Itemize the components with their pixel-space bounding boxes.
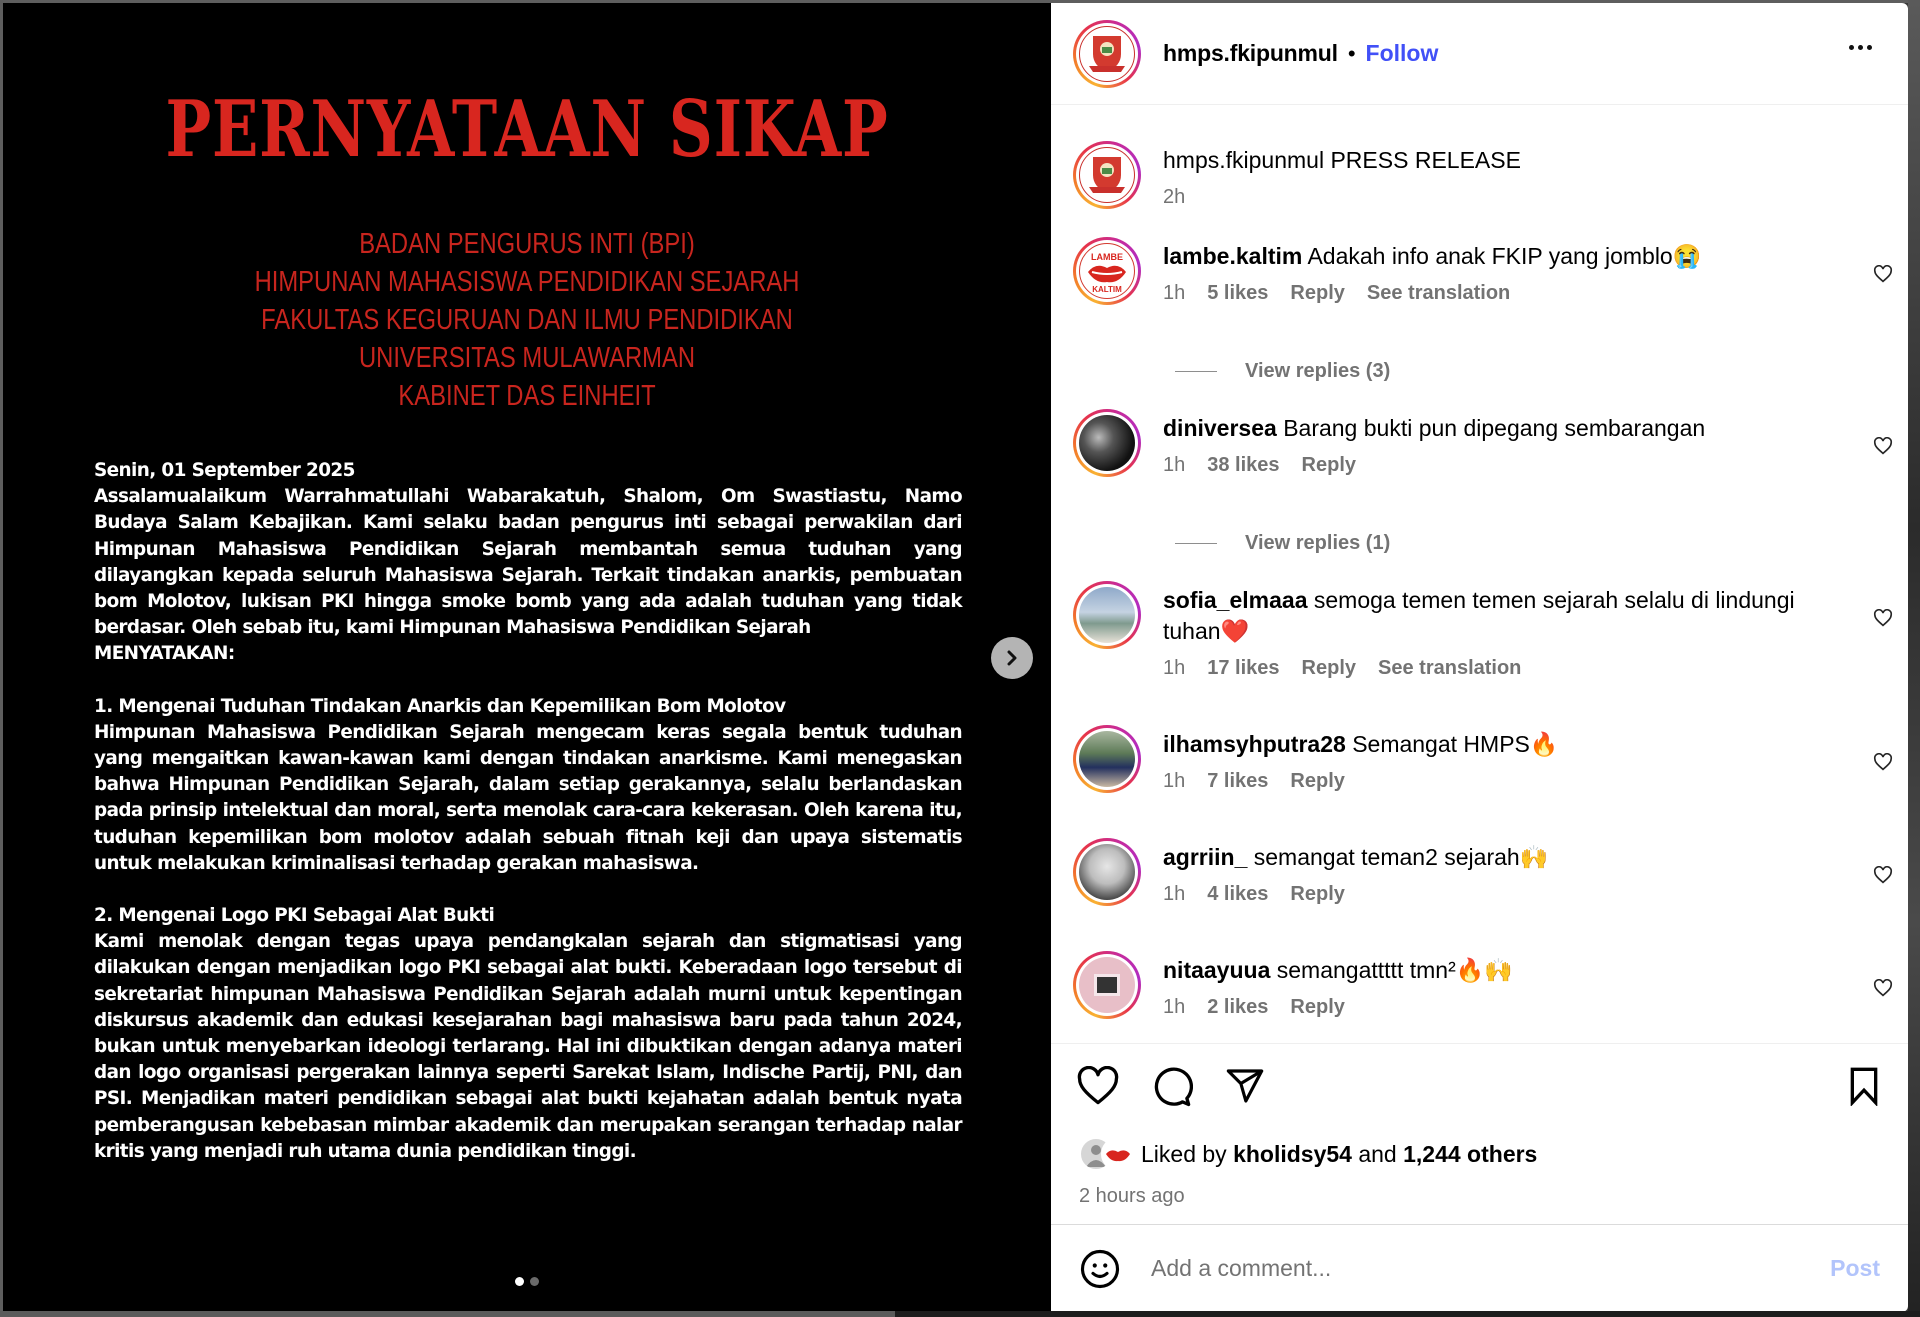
hmps-logo-icon — [1087, 153, 1127, 197]
subtitle-line: UNIVERSITAS MULAWARMAN — [358, 342, 696, 374]
liker-avatar — [1101, 1137, 1135, 1171]
comment-time: 1h — [1163, 996, 1186, 1018]
comment-text: semangat teman2 sejarah🙌 — [1253, 844, 1549, 870]
point-heading: 1. Mengenai Tuduhan Tindakan Anarkis dan Kepemilikan Bom Molotov — [94, 695, 786, 717]
post-caption — [1073, 141, 1521, 209]
liked-by-user[interactable]: kholidsy54 — [1233, 1140, 1352, 1167]
caption-avatar[interactable] — [1073, 141, 1141, 209]
reply-button[interactable]: Reply — [1290, 770, 1345, 792]
more-options-button[interactable] — [1845, 41, 1876, 54]
statement-title: PERNYATAAN SIKAP — [165, 84, 889, 175]
comment-avatar[interactable] — [1073, 838, 1141, 906]
add-comment-bar — [1051, 1224, 1908, 1312]
comment-likes[interactable]: 38 likes — [1207, 454, 1280, 476]
point-heading: 2. Mengenai Logo PKI Sebagai Alat Bukti — [94, 905, 495, 927]
carousel-indicator — [3, 1277, 1051, 1286]
carousel-next-button[interactable] — [991, 637, 1033, 679]
more-horizontal-icon — [1849, 45, 1854, 50]
view-replies-label: View replies (3) — [1245, 360, 1391, 382]
comment-time: 1h — [1163, 883, 1186, 905]
post-comment-button[interactable]: Post — [1830, 1255, 1880, 1281]
reply-button[interactable]: Reply — [1290, 996, 1345, 1018]
liked-by — [1079, 1137, 1537, 1171]
comment-item — [1073, 409, 1893, 477]
comment-avatar[interactable] — [1073, 725, 1141, 793]
like-comment-icon[interactable] — [1873, 866, 1893, 884]
comment-likes[interactable]: 4 likes — [1207, 883, 1269, 905]
comment-time: 1h — [1163, 657, 1186, 679]
like-comment-icon[interactable] — [1873, 979, 1893, 997]
comment-username[interactable]: sofia_elmaaa — [1163, 587, 1308, 613]
comment-text: semangattttt tmn²🔥🙌 — [1276, 957, 1513, 983]
modal-backdrop[interactable] — [1908, 0, 1920, 1317]
comment-text: semoga temen temen sejarah selalu di lindungi tuhan❤️ — [1163, 587, 1795, 644]
see-translation-button[interactable]: See translation — [1366, 282, 1511, 304]
share-icon[interactable] — [1225, 1066, 1265, 1106]
like-comment-icon[interactable] — [1873, 753, 1893, 771]
reply-button[interactable]: Reply — [1301, 454, 1357, 476]
comment-likes[interactable]: 17 likes — [1207, 657, 1280, 679]
comment-item — [1073, 951, 1893, 1019]
view-replies-label: View replies (1) — [1245, 532, 1391, 554]
svg-text:LAMBE: LAMBE — [1091, 252, 1123, 262]
see-translation-button[interactable]: See translation — [1378, 657, 1522, 679]
subtitle-line: BADAN PENGURUS INTI (BPI) — [359, 228, 695, 260]
point-text: Kami menolak dengan tegas upaya pendangkalan sejarah dan stigmatisasi yang dilakukan dengan menjadikan logo PKI sebagai alat bukti. Keberadaan logo tersebut di sekretariat himpunan Mahasiswa Pendidikan Sejarah adalah murni untuk kepentingan diskursus akademik dan edukasi kesejarahan bagi mahasiswa baru pada tahun 2024, bukan untuk menyebarkan ideologi terlarang. Hal ini dibuktikan dengan adanya materi dan logo organisasi pergerakan lainnya seperti Sarekat Islam, Indische Partij, PNI, dan PSI. Menjadikan materi pendidikan sebagai alat bukti kejahatan adalah bentuk nyata pemberangusan kebebasan mimbar akademik dan merupakan serangan terhadap nalar kritis yang menjadi ruh utama dunia pendidikan tinggi. — [94, 931, 962, 1162]
subtitle-line: HIMPUNAN MAHASISWA PENDIDIKAN SEJARAH — [254, 266, 800, 298]
separator-dot: • — [1347, 40, 1356, 66]
like-comment-icon[interactable] — [1873, 609, 1893, 627]
comment-time: 1h — [1163, 454, 1186, 476]
comment-username[interactable]: diniversea — [1163, 415, 1277, 441]
reply-button[interactable]: Reply — [1301, 657, 1357, 679]
comment-item — [1073, 581, 1893, 680]
point-text: Himpunan Mahasiswa Pendidikan Sejarah mengecam keras segala bentuk tuduhan yang mengaitkan kawan-kawan kami dengan tindakan anarkisme. Kami menegaskan bahwa Himpunan Pendidikan Sejarah, dalam setiap gerakannya, selalu berlandaskan pada prinsip intelektual dan moral, serta menolak cara-cara kekerasan. Oleh karena itu, tuduhan kepemilikan bom molotov adalah sebuah fitnah keji dan upaya sistematis untuk melakukan kriminalisasi terhadap gerakan mahasiswa. — [94, 721, 962, 874]
comment-item — [1073, 838, 1893, 906]
carousel-dot-2[interactable] — [530, 1277, 539, 1286]
comment-username[interactable]: lambe.kaltim — [1163, 243, 1303, 269]
comment-text: Semangat HMPS🔥 — [1352, 731, 1559, 757]
comment-avatar[interactable] — [1073, 237, 1141, 305]
like-comment-icon[interactable] — [1873, 265, 1893, 283]
post-details-panel — [1051, 3, 1908, 1312]
bookmark-icon[interactable] — [1846, 1066, 1882, 1106]
comment-item — [1073, 725, 1893, 793]
comments-list[interactable] — [1051, 106, 1908, 1043]
subtitle-line: KABINET DAS EINHEIT — [398, 380, 656, 412]
carousel-dot-1[interactable] — [515, 1277, 524, 1286]
liked-by-prefix: Liked by — [1141, 1140, 1227, 1167]
comment-icon[interactable] — [1151, 1066, 1193, 1108]
subtitle-line: FAKULTAS KEGURUAN DAN ILMU PENDIDIKAN — [261, 304, 793, 336]
comment-avatar[interactable] — [1073, 951, 1141, 1019]
comment-username[interactable]: agrriin_ — [1163, 844, 1248, 870]
comment-text: Barang bukti pun dipegang sembarangan — [1283, 415, 1706, 441]
post-media — [3, 3, 1051, 1311]
comment-likes[interactable]: 5 likes — [1207, 282, 1269, 304]
comment-likes[interactable]: 2 likes — [1207, 996, 1269, 1018]
post-time: 2 hours ago — [1079, 1185, 1185, 1207]
chevron-right-icon — [1003, 649, 1021, 667]
caption-username[interactable]: hmps.fkipunmul — [1163, 147, 1325, 173]
statement-subtitle — [97, 225, 956, 415]
statement-declares: MENYATAKAN: — [94, 643, 235, 665]
backdrop-strip — [895, 1311, 1920, 1317]
liked-by-others[interactable]: 1,244 others — [1403, 1140, 1538, 1167]
post-header — [1051, 3, 1908, 105]
replies-line — [1175, 371, 1217, 373]
emoji-icon[interactable] — [1079, 1248, 1121, 1290]
statement-date: Senin, 01 September 2025 — [94, 460, 355, 481]
comment-username[interactable]: nitaayuua — [1163, 957, 1271, 983]
view-replies-button[interactable] — [1175, 532, 1390, 555]
svg-text:KALTIM: KALTIM — [1092, 285, 1122, 294]
lambe-kaltim-logo-icon — [1103, 1139, 1133, 1169]
view-replies-button[interactable] — [1175, 360, 1390, 383]
statement-body — [94, 458, 962, 1165]
like-comment-icon[interactable] — [1873, 437, 1893, 455]
post-actions — [1051, 1043, 1908, 1224]
comment-avatar[interactable] — [1073, 581, 1141, 649]
reply-button[interactable]: Reply — [1290, 883, 1345, 905]
follow-button[interactable]: Follow — [1365, 40, 1439, 66]
comment-time: 1h — [1163, 282, 1186, 304]
author-username[interactable]: hmps.fkipunmul — [1163, 40, 1338, 66]
comment-item — [1073, 237, 1893, 305]
author-avatar[interactable] — [1073, 20, 1141, 88]
reply-button[interactable]: Reply — [1290, 282, 1345, 304]
comment-input[interactable] — [1151, 1255, 1791, 1282]
comment-time: 1h — [1163, 770, 1186, 792]
heart-icon[interactable] — [1077, 1066, 1119, 1106]
statement-intro: Assalamualaikum Warrahmatullahi Wabarakatuh, Shalom, Om Swastiastu, Namo Budaya Salam Kebajikan. Kami selaku badan pengurus inti sebagai perwakilan dari Himpunan Mahasiswa Pendidikan Sejarah membantah semua tuduhan yang dilayangkan kepada seluruh Mahasiswa Sejarah. Terkait tindakan anarkis, pembuatan bom Molotov, lukisan PKI hingga smoke bomb yang ada adalah tuduhan yang tidak berdasar. Oleh sebab itu, kami Himpunan Mahasiswa Pendidikan Sejarah — [94, 486, 962, 639]
caption-text: PRESS RELEASE — [1330, 147, 1521, 173]
hmps-logo-icon — [1087, 32, 1127, 76]
comment-text: Adakah info anak FKIP yang jomblo😭 — [1307, 243, 1702, 269]
replies-line — [1175, 543, 1217, 545]
liked-by-and: and — [1358, 1140, 1397, 1167]
comment-likes[interactable]: 7 likes — [1207, 770, 1269, 792]
comment-username[interactable]: ilhamsyhputra28 — [1163, 731, 1346, 757]
caption-time: 2h — [1163, 186, 1186, 208]
lambe-kaltim-logo-icon — [1082, 246, 1132, 296]
comment-avatar[interactable] — [1073, 409, 1141, 477]
